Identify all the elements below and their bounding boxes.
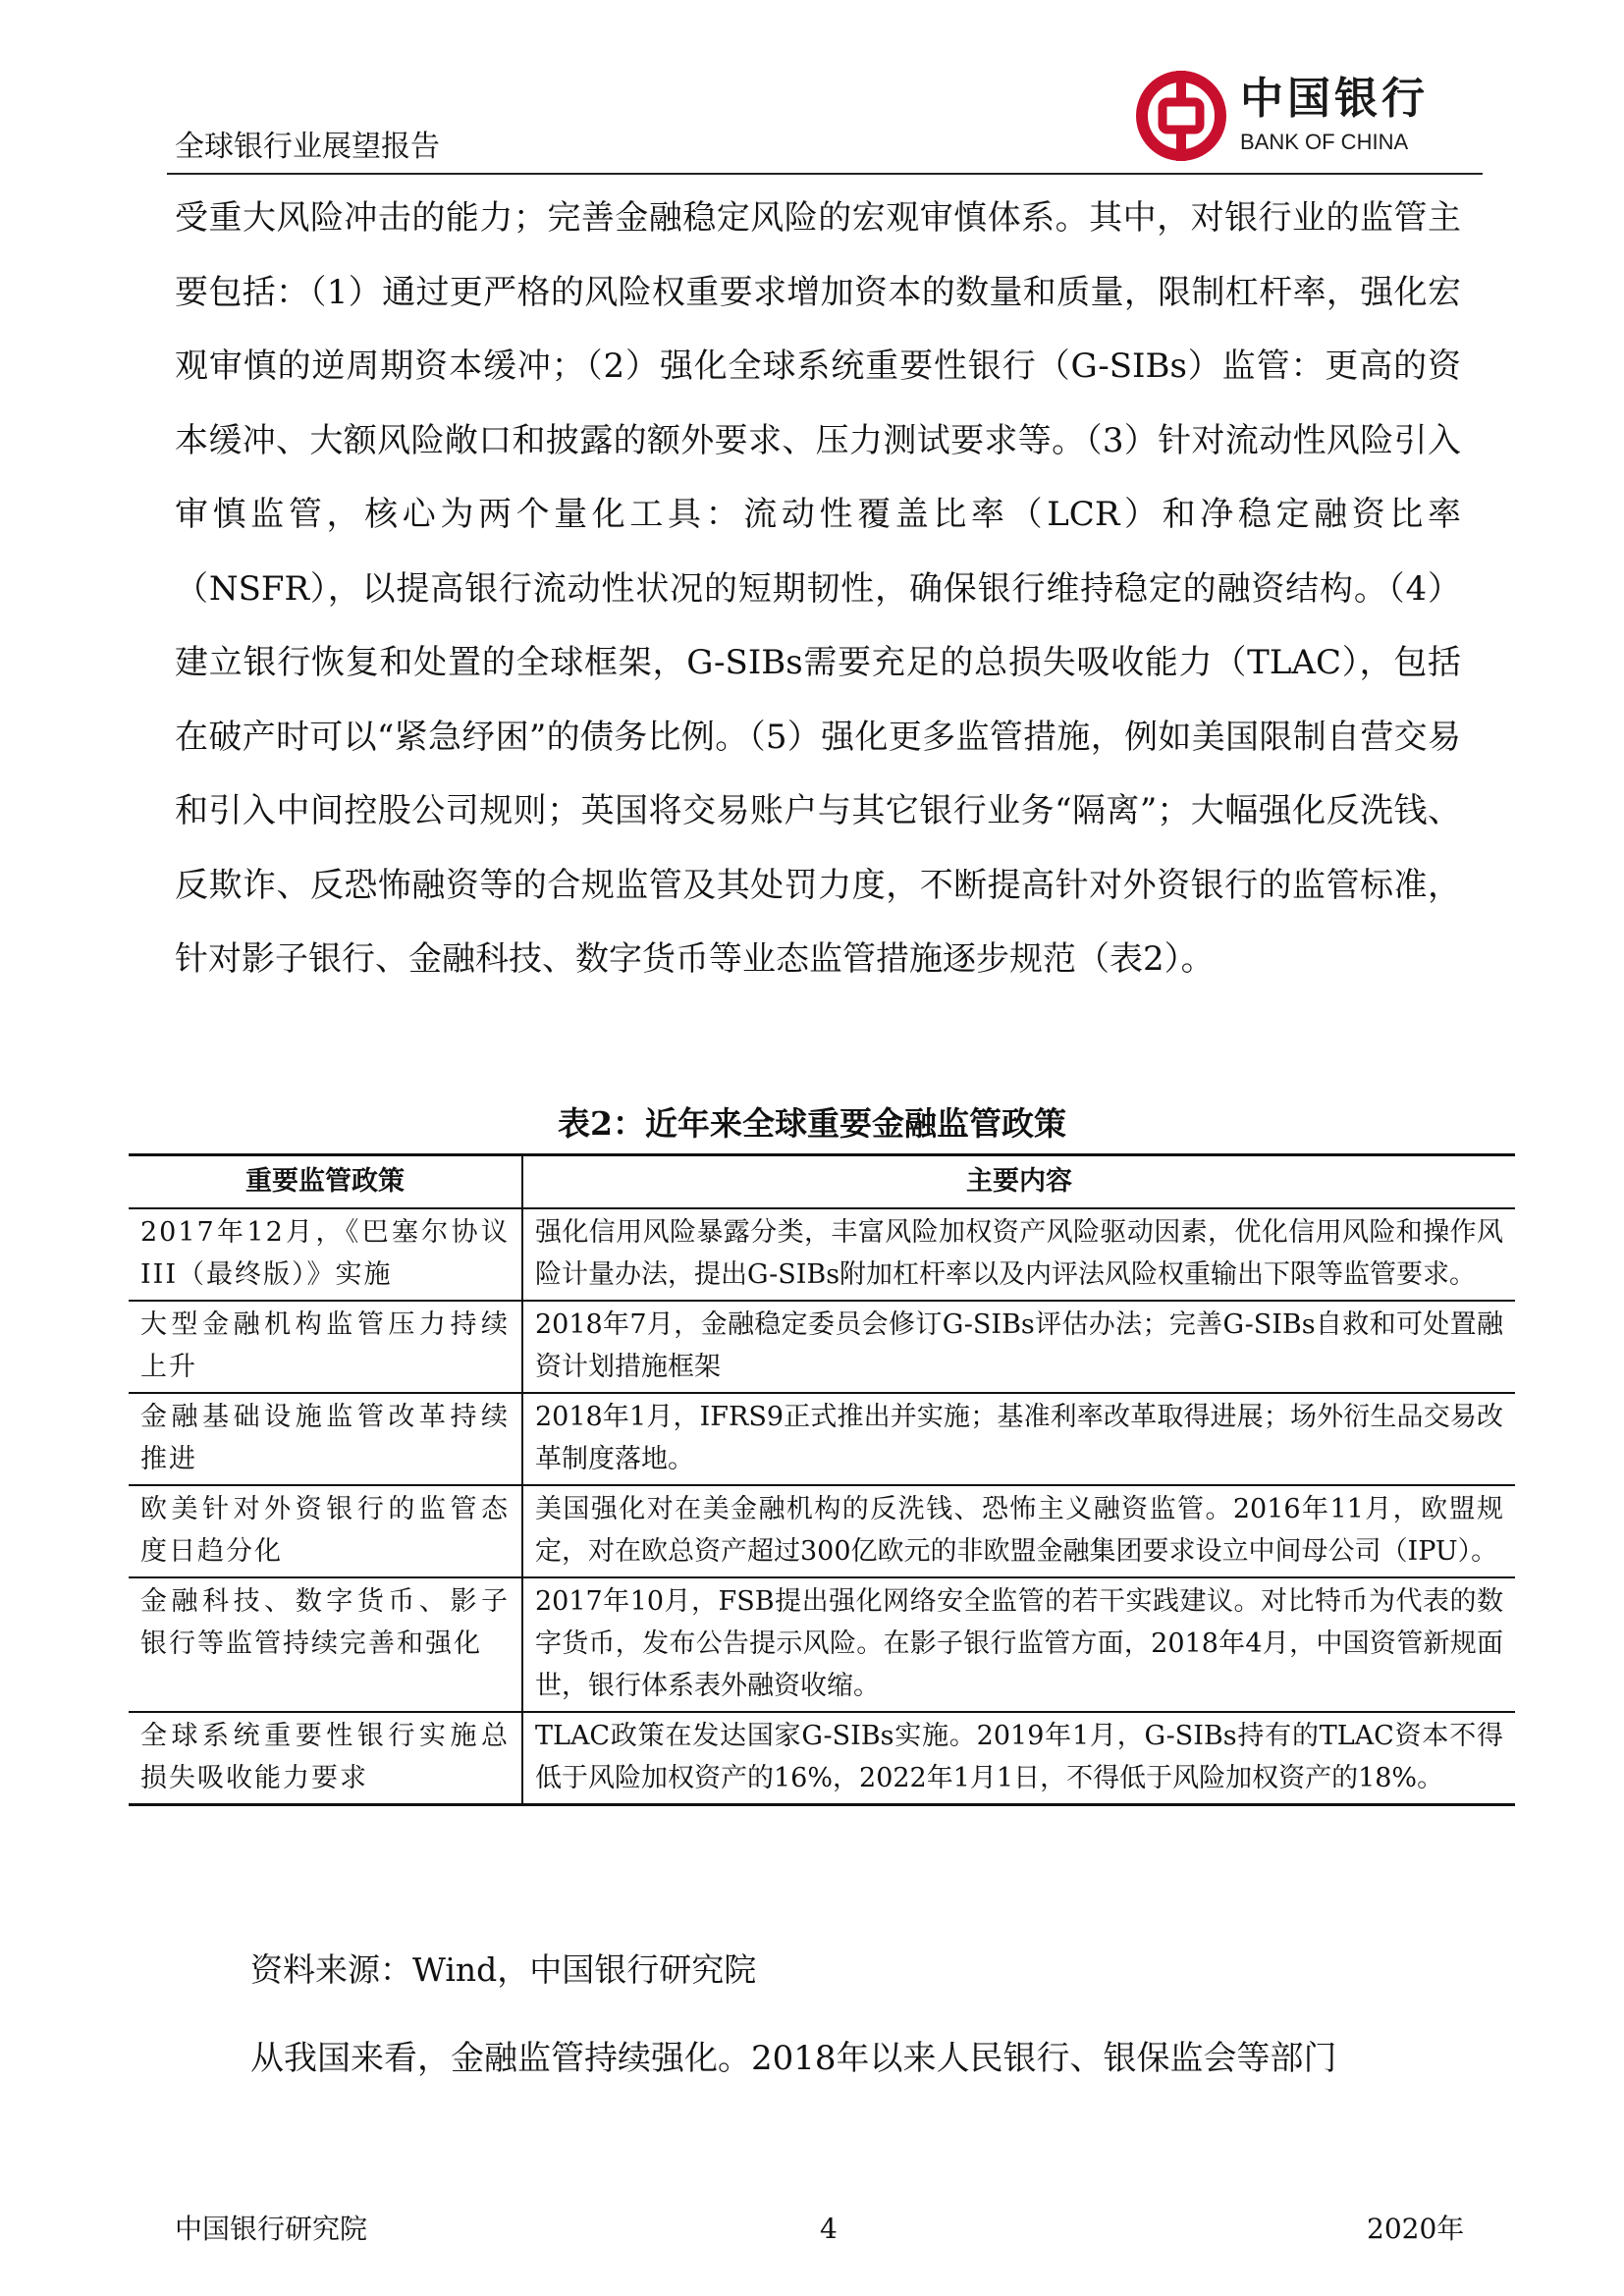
source-note: 资料来源：Wind，中国银行研究院 [250,1950,757,1989]
header-divider [167,173,1483,175]
logo-english-name: BANK OF CHINA [1240,130,1409,154]
policy-cell: 金融基础设施监管改革持续推进 [129,1393,522,1485]
content-cell: 美国强化对在美金融机构的反洗钱、恐怖主义融资监管。2016年11月，欧盟规定，对在欧总资产超过300亿欧元的非欧盟金融集团要求设立中间母公司（IPU）。 [522,1485,1515,1577]
policy-cell: 大型金融机构监管压力持续上升 [129,1301,522,1393]
content-cell: 2017年10月，FSB提出强化网络安全监管的若干实践建议。对比特币为代表的数字货币，发布公告提示风险。在影子银行监管方面，2018年4月，中国资管新规面世，银行体系表外融资收缩。 [522,1577,1515,1712]
closing-paragraph: 从我国来看，金融监管持续强化。2018年以来人民银行、银保监会等部门 [250,2039,1337,2078]
column-header-policy: 重要监管政策 [129,1155,522,1209]
content-cell: 2018年1月，IFRS9正式推出并实施；基准利率改革取得进展；场外衍生品交易改革制度落地。 [522,1393,1515,1485]
content-cell: 2018年7月，金融稳定委员会修订G-SIBs评估办法；完善G-SIBs自救和可处置融资计划措施框架 [522,1301,1515,1393]
logo-chinese-name: 中国银行 [1240,74,1429,124]
table-title: 表2：近年来全球重要金融监管政策 [558,1104,1066,1143]
policy-cell: 金融科技、数字货币、影子银行等监管持续完善和强化 [129,1577,522,1712]
policy-cell: 欧美针对外资银行的监管态度日趋分化 [129,1485,522,1577]
footer-year: 2020年 [1367,2213,1465,2245]
bank-logo [1134,67,1468,165]
bank-emblem-icon [1134,69,1228,163]
table-row [129,1712,1515,1805]
column-header-content: 主要内容 [522,1155,1515,1209]
table-row [129,1577,1515,1712]
table-row [129,1301,1515,1393]
policy-cell: 全球系统重要性银行实施总损失吸收能力要求 [129,1712,522,1805]
table-row [129,1208,1515,1301]
content-cell: TLAC政策在发达国家G-SIBs实施。2019年1月，G-SIBs持有的TLAC资本不得低于风险加权资产的16%，2022年1月1日，不得低于风险加权资产的18%。 [522,1712,1515,1805]
body-paragraph: 受重大风险冲击的能力；完善金融稳定风险的宏观审慎体系。其中，对银行业的监管主要包括：（1）通过更严格的风险权重要求增加资本的数量和质量，限制杠杆率，强化宏观审慎的逆周期资本缓冲；（2）强化全球系统重要性银行（G-SIBs）监管：更高的资本缓冲、大额风险敞口和披露的额外要求、压力测试要求等。（3）针对流动性风险引入审慎监管，核心为两个量化工具：流动性覆盖比率（LCR）和净稳定融资比率（NSFR），以提高银行流动性状况的短期韧性，确保银行维持稳定的融资结构。（4）建立银行恢复和处置的全球框架，G-SIBs需要充足的总损失吸收能力（TLAC），包括在破产时可以“紧急纾困”的债务比例。（5）强化更多监管措施，例如美国限制自营交易和引入中间控股公司规则；英国将交易账户与其它银行业务“隔离”；大幅强化反洗钱、反欺诈、反恐怖融资等的合规监管及其处罚力度，不断提高针对外资银行的监管标准，针对影子银行、金融科技、数字货币等业态监管措施逐步规范（表2）。 [175,198,1461,979]
policy-cell: 2017年12月，《巴塞尔协议III（最终版）》实施 [129,1208,522,1301]
page-number: 4 [820,2213,838,2245]
table-row [129,1485,1515,1577]
policy-table [129,1153,1515,1806]
table-row [129,1393,1515,1485]
content-cell: 强化信用风险暴露分类，丰富风险加权资产风险驱动因素，优化信用风险和操作风险计量办法，提出G-SIBs附加杠杆率以及内评法风险权重输出下限等监管要求。 [522,1208,1515,1301]
report-title: 全球银行业展望报告 [175,130,440,164]
footer-institution: 中国银行研究院 [175,2213,368,2245]
table-header-row [129,1155,1515,1209]
